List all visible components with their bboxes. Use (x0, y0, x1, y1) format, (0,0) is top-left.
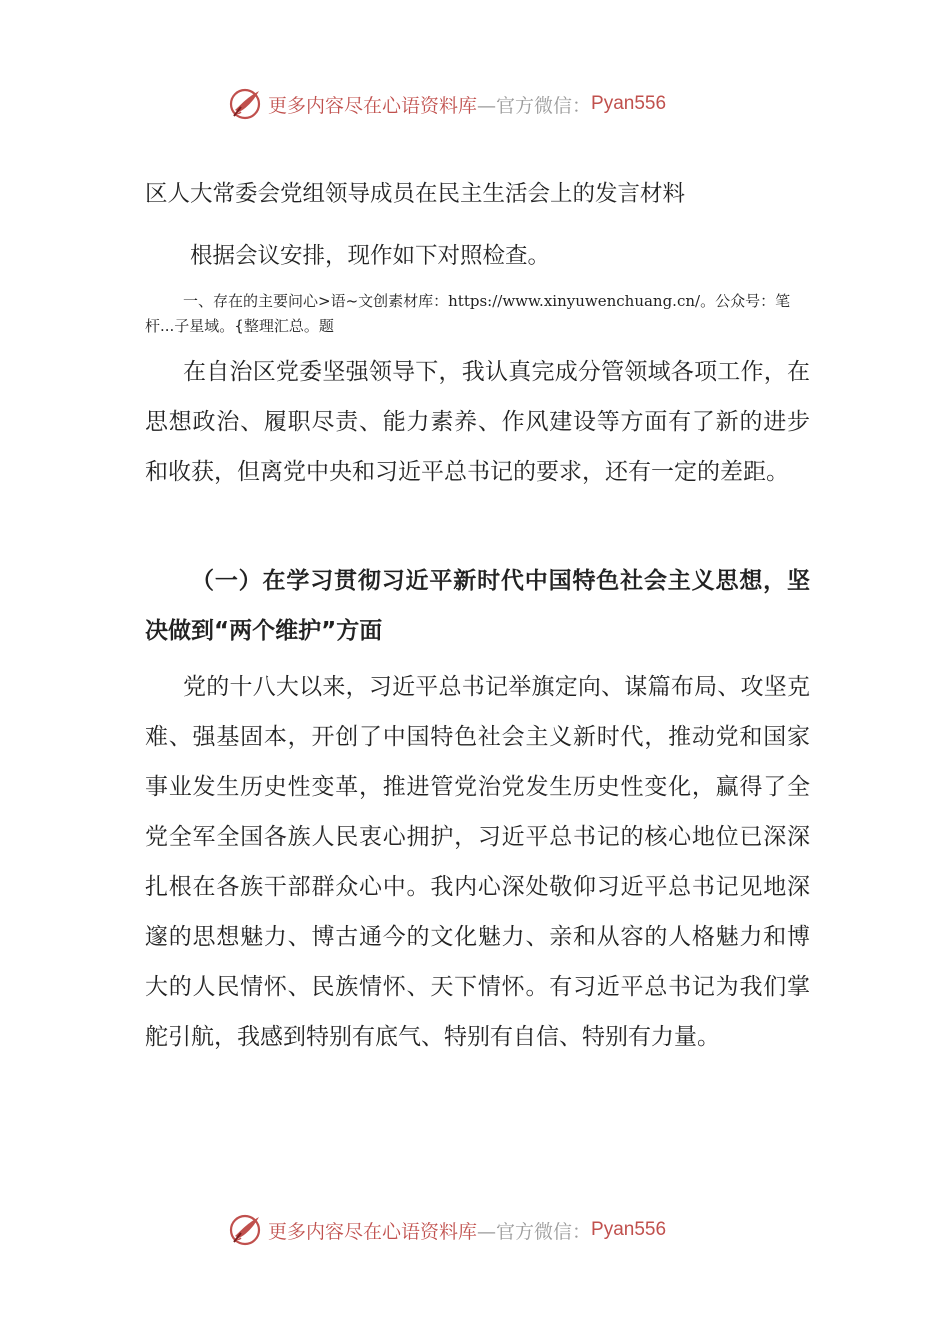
intro-paragraph: 根据会议安排，现作如下对照检查。 (190, 243, 551, 269)
watermark-official-label: —官方微信： (477, 94, 592, 117)
quill-pen-logo-icon (228, 1212, 264, 1248)
watermark-official-label: —官方微信： (477, 1220, 592, 1243)
section-heading-url: https://www.xinyuwenchuang.cn/ (448, 292, 701, 310)
body-paragraph-1: 在自治区党委坚强领导下，我认真完成分管领域各项工作，在思想政治、履职尽责、能力素养、作风建设等方面有了新的进步和收获，但离党中央和习近平总书记的要求，还有一定的差距。 (145, 359, 810, 485)
watermark-slogan: 更多内容尽在心语资料库 (268, 1220, 478, 1243)
watermark-wechat-id: Pyan556 (591, 1219, 667, 1240)
body-paragraph-2: 党的十八大以来，习近平总书记举旗定向、谋篇布局、攻坚克难、强基固本，开创了中国特色社会主义新时代，推动党和国家事业发生历史性变革，推进管党治党发生历史性变化，赢得了全党全军全国各族人民衷心拥护，习近平总书记的核心地位已深深扎根在各族干部群众心中。我内心深处敬仰习近平总书记见地深邃的思想魅力、博古通今的文化魅力、亲和从容的人格魅力和博大的人民情怀、民族情怀、天下情怀。有习近平总书记为我们掌舵引航，我感到特别有底气、特别有自信、特别有力量。 (145, 674, 810, 1050)
section-heading (145, 289, 810, 339)
section-heading-prefix: 一、存在的主要问心>语~文创素材库： (183, 292, 449, 310)
header-watermark-banner (228, 84, 748, 124)
section-heading-suffix: 。公众号：笔杆...子星域。{整理汇总。题 (145, 292, 791, 335)
footer-watermark-banner (228, 1210, 748, 1250)
document-title: 区人大常委会党组领导成员在民主生活会上的发言材料 (145, 181, 686, 207)
subheading-1: （一）在学习贯彻习近平新时代中国特色社会主义思想，坚决做到“两个维护”方面 (145, 568, 810, 644)
watermark-wechat-id: Pyan556 (591, 93, 667, 114)
quill-pen-logo-icon (228, 86, 264, 122)
watermark-slogan: 更多内容尽在心语资料库 (268, 94, 478, 117)
